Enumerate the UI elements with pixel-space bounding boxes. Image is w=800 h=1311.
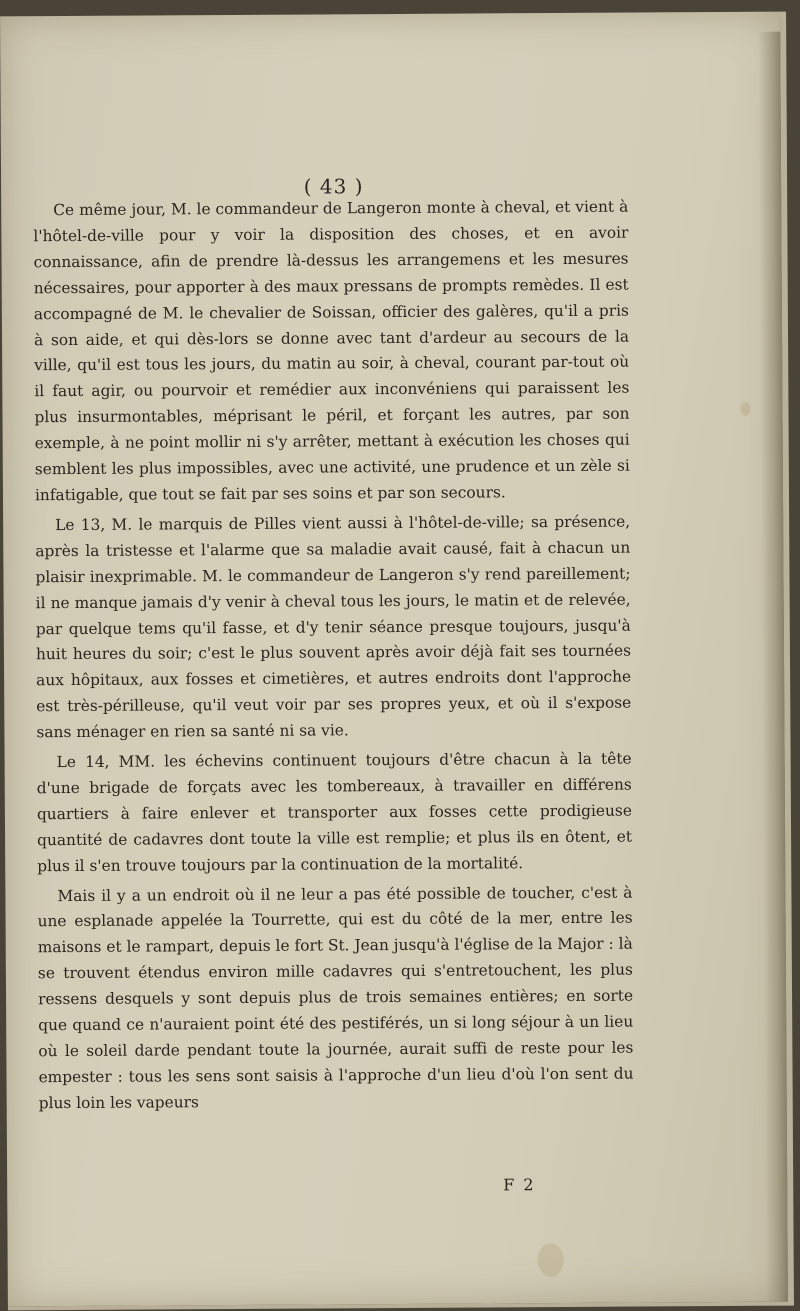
paragraph: Le 14, MM. les échevins continuent toujours d'être chacun à la tête d'une brigade de forçats avec les tombereaux, à travailler en différens quartiers à faire enlever et transporter aux fosses cette prodigieuse quantité de cadavres dont toute la ville est remplie; et plus ils en ôtent, et plus il s'en trouve toujours par la continuation de la mortalité. xyxy=(36,749,633,875)
page-edge-shadow xyxy=(758,32,788,1302)
page-number: ( 43 ) xyxy=(303,174,364,199)
signature-mark: F 2 xyxy=(503,1175,536,1195)
paragraph: Le 13, M. le marquis de Pilles vient aussi à l'hôtel-de-ville; sa présence, après la tristesse et l'alarme que sa maladie avait causé, fait à chacun un plaisir inexprimable. M. le commandeur de Langeron s'y rend pareillement; il ne manque jamais d'y venir à cheval tous les jours, le matin et de relevée, par quelque tems qu'il fasse, et d'y tenir séance presque toujours, jusqu'à huit heures du soir; c'est le plus souvent après avoir déjà fait ses tournées aux hôpitaux, aux fosses et cimetières, et autres endroits dont l'approche est très-périlleuse, qu'il veut voir par ses propres yeux, et où il s'expose sans ménager en rien sa santé ni sa vie. xyxy=(35,512,632,742)
body-text xyxy=(33,195,634,1117)
paragraph: Ce même jour, M. le commandeur de Langeron monte à cheval, et vient à l'hôtel-de-ville pour y voir la disposition des choses, et en avoir connaissance, afin de prendre là-dessus les arrangemens et les mesures nécessaires, pour apporter à des maux pressans de prompts remèdes. Il est accompagné de M. le chevalier de Soissan, officier des galères, qu'il a pris à son aide, et qui dès-lors se donne avec tant d'ardeur au secours de la ville, qu'il est tous les jours, du matin au soir, à cheval, courant par-tout où il faut agir, ou pourvoir et remédier aux inconvéniens qui paraissent les plus insurmontables, méprisant le péril, et forçant les autres, par son exemple, à ne point mollir ni s'y arrêter, mettant à exécution les choses qui semblent les plus impossibles, avec une activité, une prudence et un zèle si infatigable, que tout se fait par ses soins et par son secours. xyxy=(33,197,630,505)
book-page xyxy=(0,12,794,1311)
paper-stain xyxy=(538,1243,564,1277)
paper-stain xyxy=(740,402,750,416)
paragraph: Mais il y a un endroit où il ne leur a pas été possible de toucher, c'est à une esplanade appelée la Tourrette, qui est du côté de la mer, entre les maisons et le rampart, depuis le fort St. Jean jusqu'à l'église de la Major : là se trouvent étendus environ mille cadavres qui s'entretouchent, les plus ressens desquels y sont depuis plus de trois semaines entières; en sorte que quand ce n'auraient point été des pestiférés, un si long séjour à un lieu où le soleil darde pendant toute la journée, aurait suffi de reste pour les empester : tous les sens sont saisis à l'approche d'un lieu d'où l'on sent du plus loin les vapeurs xyxy=(37,883,634,1113)
